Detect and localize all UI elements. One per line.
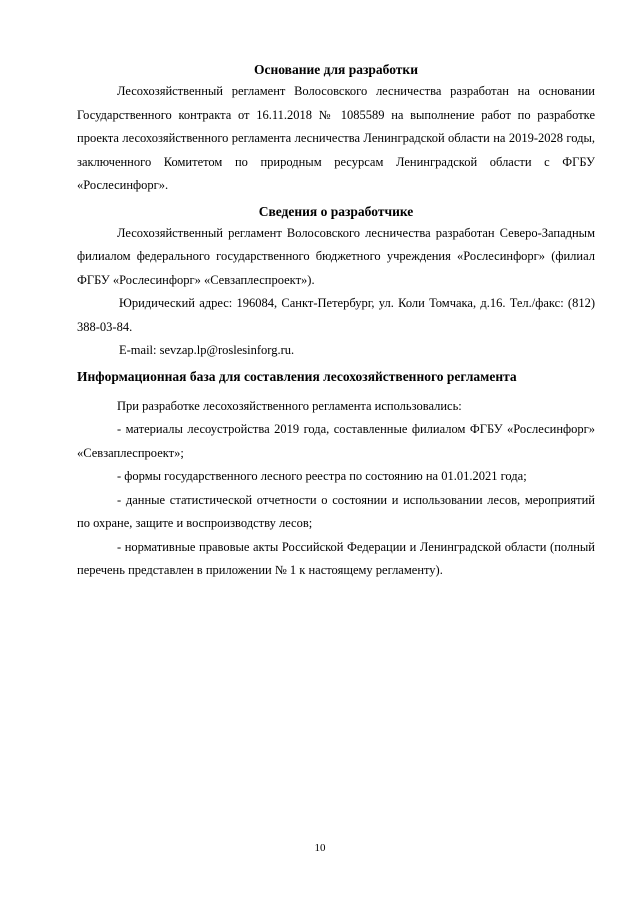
basis-paragraph: Лесохозяйственный регламент Волосовского лесничества разработан на основании Государственного контракта от 16.11.2018 № 1085589 на выполнение работ по разработке проекта лесохозяйственного регламента лесничества Ленинградской области на 2019-2028 годы, заключенного Комитетом по природным ресурсам Ленинградской области с ФГБУ «Рослесинфорг». <box>77 84 595 192</box>
section-title-info-base: Информационная база для составления лесохозяйственного регламента <box>77 368 517 384</box>
info-base-item: - материалы лесоустройства 2019 года, составленные филиалом ФГБУ «Рослесинфорг» «Севзаплеспроект»; <box>77 422 595 460</box>
developer-email: E-mail: sevzap.lp@roslesinforg.ru. <box>119 343 295 357</box>
info-base-item: - формы государственного лесного реестра по состоянию на 01.01.2021 года; <box>117 469 527 483</box>
section-title-basis: Основание для разработки <box>253 62 418 77</box>
developer-paragraph: Лесохозяйственный регламент Волосовского лесничества разработан Северо-Западным филиалом федерального государственного бюджетного учреждения «Рослесинфорг» (филиал ФГБУ «Рослесинфорг» «Севзаплеспроект»). <box>77 225 595 287</box>
info-base-item: - данные статистической отчетности о состоянии и использовании лесов, мероприятий по охране, защите и воспроизводству лесов; <box>77 492 595 530</box>
spacer <box>77 387 595 395</box>
developer-address: Юридический адрес: 196084, Санкт-Петербург, ул. Коли Томчака, д.16. Тел./факс: (812) 388-03-84. <box>77 296 595 334</box>
section-title-developer: Сведения о разработчике <box>258 203 414 219</box>
info-base-intro: При разработке лесохозяйственного регламента использовались: <box>117 398 462 413</box>
info-base-item: - нормативные правовые акты Российской Федерации и Ленинградской области (полный перечень представлен в приложении № 1 к настоящему регламенту). <box>77 539 595 577</box>
document-body <box>77 60 595 583</box>
page-number: 10 <box>314 842 326 854</box>
